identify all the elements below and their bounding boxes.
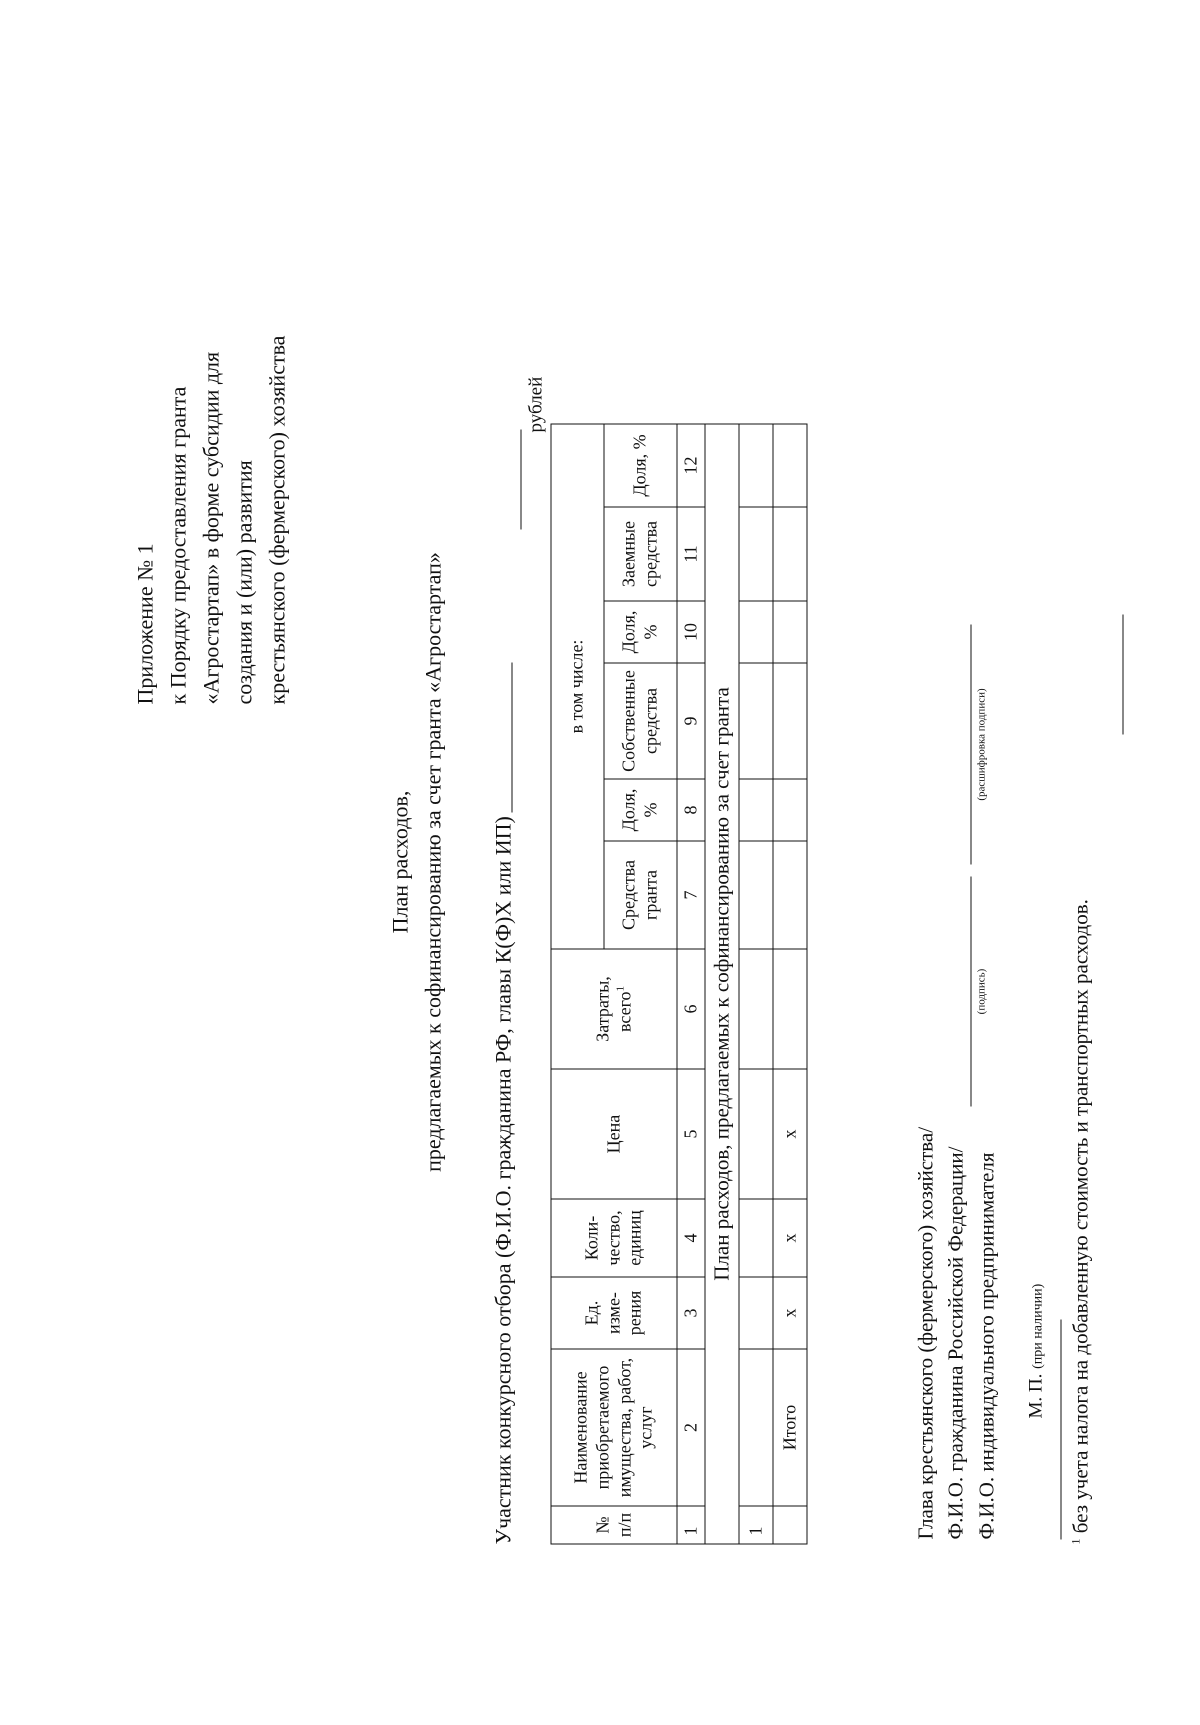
table-cell	[739, 1277, 773, 1349]
header-total	[551, 949, 677, 1069]
colnum-cell: 1	[677, 1506, 705, 1544]
signature-caption: (подпись)	[975, 968, 988, 1015]
section-title: План расходов, предлагаемых к софинансированию за счет гранта	[705, 424, 739, 1544]
footnote-mark: 1	[1068, 1538, 1083, 1545]
currency-label: рублей	[525, 376, 547, 433]
appendix-block	[129, 336, 294, 705]
table-cell	[773, 779, 807, 841]
header-including: в том числе:	[551, 424, 604, 949]
doc-title	[384, 0, 450, 1725]
table-cell	[739, 779, 773, 841]
table-cell	[773, 663, 807, 779]
colnum-cell: 8	[677, 779, 705, 841]
table-cell	[739, 424, 773, 507]
table-cell	[739, 507, 773, 601]
footnote-text: без учета налога на добавленную стоимость и транспортных расходов.	[1068, 899, 1093, 1534]
decode-caption: (расшифровка подписи)	[975, 688, 988, 801]
currency-underline	[521, 430, 522, 530]
table-cell	[773, 424, 807, 507]
header-own: Собственные средства	[604, 663, 677, 779]
header-share-own: Доля, %	[604, 601, 677, 663]
footnote-separator	[1061, 1320, 1062, 1540]
participant-line	[491, 662, 517, 1544]
colnum-cell: 3	[677, 1277, 705, 1349]
table-cell	[773, 507, 807, 601]
stamp-note: (при наличии)	[1030, 1283, 1046, 1369]
signature-line	[971, 877, 972, 1107]
header-grant: Средства гранта	[604, 841, 677, 949]
table-header-row	[551, 424, 604, 1544]
row-num: 1	[739, 1506, 773, 1544]
table-cell	[739, 1199, 773, 1277]
header-num: № п/п	[551, 1506, 677, 1544]
x-mark: х	[773, 1277, 807, 1349]
header-price: Цена	[551, 1069, 677, 1199]
header-name: Наименование приобретаемого имущества, работ, услуг	[551, 1349, 677, 1506]
header-share-loan: Доля, %	[604, 424, 677, 507]
head-of-farm-block	[911, 1127, 1002, 1540]
head-line: Ф.И.О. индивидуального предпринимателя	[974, 1152, 999, 1540]
rotated-page	[1, 0, 1200, 1725]
table-cell	[773, 601, 807, 663]
colnum-cell: 7	[677, 841, 705, 949]
table-cell	[773, 949, 807, 1069]
table-cell	[739, 663, 773, 779]
header-share-grant: Доля, %	[604, 779, 677, 841]
header-total-footnote-mark: 1	[614, 985, 626, 992]
appendix-line: к Порядку предоставления гранта	[165, 386, 191, 705]
x-mark: х	[773, 1069, 807, 1199]
participant-blank	[512, 662, 513, 812]
table-cell	[773, 841, 807, 949]
colnum-cell: 11	[677, 507, 705, 601]
header-loan: Заемные средства	[604, 507, 677, 601]
appendix-line: крестьянского (фермерского) хозяйства	[264, 335, 290, 705]
head-line: Глава крестьянского (фермерского) хозяйства/	[913, 1126, 938, 1540]
header-total-label: Затраты, всего	[592, 976, 634, 1042]
table-row	[739, 424, 773, 1544]
table-cell	[773, 1506, 807, 1544]
section-row	[705, 424, 739, 1544]
doc-title-line2: предлагаемых к софинансированию за счет гранта «Агростартап»	[420, 552, 446, 1172]
appendix-line: создания и (или) развития	[231, 460, 257, 705]
colnum-cell: 9	[677, 663, 705, 779]
table-cell	[739, 1349, 773, 1506]
footnote	[1069, 899, 1094, 1544]
table-cell	[739, 601, 773, 663]
x-mark: х	[773, 1199, 807, 1277]
table-cell	[739, 1069, 773, 1199]
colnum-cell: 10	[677, 601, 705, 663]
appendix-line: «Агростартап» в форме субсидии для	[198, 351, 224, 705]
stamp-place	[1026, 1284, 1048, 1419]
total-label: Итого	[773, 1349, 807, 1506]
header-qty: Коли-чество, единиц	[551, 1199, 677, 1277]
colnum-cell: 4	[677, 1199, 705, 1277]
head-line: Ф.И.О. гражданина Российской Федерации/	[943, 1146, 968, 1540]
column-number-row	[677, 424, 705, 1544]
expense-table	[551, 423, 808, 1544]
colnum-cell: 2	[677, 1349, 705, 1506]
participant-label: Участник конкурсного отбора (Ф.И.О. гражданина РФ, главы К(Ф)Х или ИП)	[490, 816, 516, 1545]
total-row	[773, 424, 807, 1544]
colnum-cell: 12	[677, 424, 705, 507]
decode-line	[971, 625, 972, 865]
table-cell	[739, 841, 773, 949]
table-cell	[739, 949, 773, 1069]
colnum-cell: 6	[677, 949, 705, 1069]
end-rule	[1123, 615, 1124, 735]
appendix-line: Приложение № 1	[132, 543, 158, 705]
stamp-label: М. П.	[1025, 1373, 1047, 1419]
colnum-cell: 5	[677, 1069, 705, 1199]
header-unit: Ед. изме-рения	[551, 1277, 677, 1349]
doc-title-line1: План расходов,	[387, 790, 413, 934]
